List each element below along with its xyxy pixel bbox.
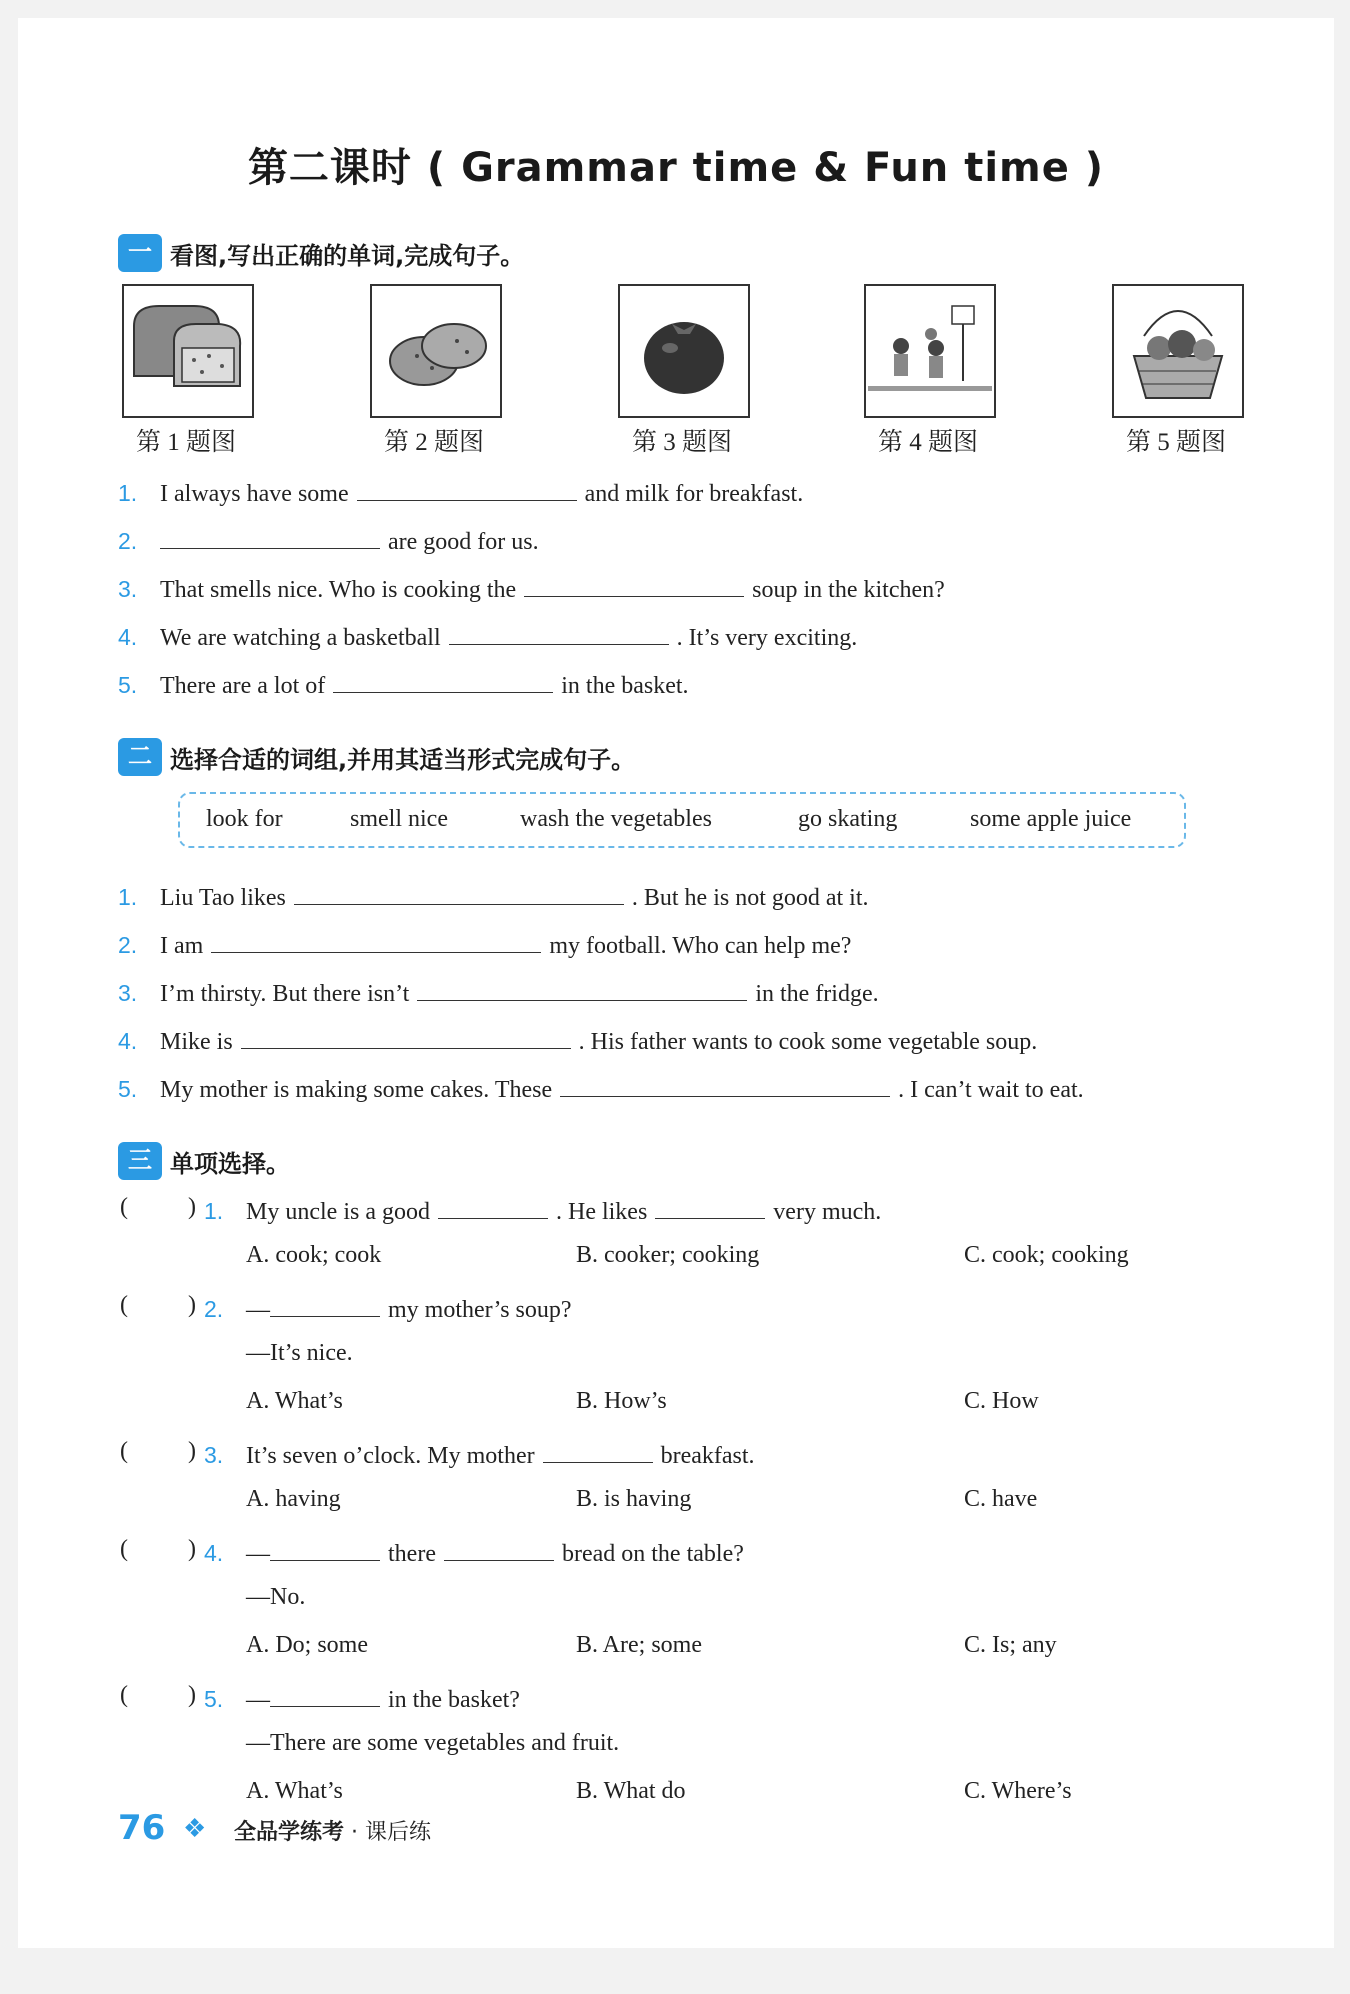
question-number: 5. (118, 1076, 138, 1102)
answer-blank[interactable] (270, 1292, 380, 1317)
question-text: and milk for breakfast. (584, 481, 804, 507)
answer-blank[interactable] (160, 524, 380, 549)
question-line (118, 1072, 1084, 1104)
answer-paren-open[interactable]: ( (120, 1682, 128, 1708)
question-line (118, 524, 539, 556)
question-number: 3. (118, 980, 138, 1006)
answer-blank[interactable] (560, 1072, 890, 1097)
page-number: 76 (118, 1808, 166, 1848)
answer-paren-open[interactable]: ( (120, 1194, 128, 1220)
answer-blank[interactable] (655, 1194, 765, 1219)
potatoes-icon (370, 284, 502, 418)
question-line (118, 928, 851, 960)
answer-blank[interactable] (211, 928, 541, 953)
answer-paren-open[interactable]: ( (120, 1292, 128, 1318)
option-c[interactable]: C. cook; cooking (964, 1242, 1129, 1268)
vegetable-basket-icon (1112, 284, 1244, 418)
answer-paren-open[interactable]: ( (120, 1536, 128, 1562)
question-text: there (388, 1541, 436, 1567)
question-text: soup in the kitchen? (752, 577, 945, 603)
diamond-icon: ❖ (183, 1814, 207, 1843)
option-a[interactable]: A. What’s (246, 1778, 343, 1804)
question-line (118, 620, 857, 652)
section-2-badge: 二 (118, 738, 162, 776)
question-text: . But he is not good at it. (631, 885, 869, 911)
question-number: 5. (204, 1686, 224, 1712)
dialogue-reply: —It’s nice. (246, 1340, 353, 1366)
answer-blank[interactable] (543, 1438, 653, 1463)
mc-question (204, 1536, 744, 1568)
answer-paren-close[interactable]: ) (188, 1292, 196, 1318)
question-text: breakfast. (660, 1443, 755, 1469)
answer-paren-close[interactable]: ) (188, 1194, 196, 1220)
question-text: . It’s very exciting. (676, 625, 858, 651)
option-c[interactable]: C. Is; any (964, 1632, 1057, 1658)
picture-caption: 第 1 题图 (135, 429, 236, 456)
question-text: very much. (773, 1199, 882, 1225)
section-2-header (118, 738, 635, 776)
picture-caption: 第 2 题图 (383, 429, 484, 456)
question-text: . His father wants to cook some vegetable soup. (578, 1029, 1038, 1055)
question-number: 2. (118, 528, 138, 554)
picture-caption: 第 5 题图 (1125, 429, 1226, 456)
brand-name: 全品学练考 (234, 1820, 345, 1845)
section-1-header (118, 234, 524, 272)
word-bank-item: go skating (798, 806, 898, 832)
answer-paren-close[interactable]: ) (188, 1682, 196, 1708)
question-text: Mike is (160, 1029, 233, 1055)
option-b[interactable]: B. Are; some (576, 1632, 702, 1658)
answer-blank[interactable] (270, 1682, 380, 1707)
section-3-badge: 三 (118, 1142, 162, 1180)
question-text: My mother is making some cakes. These (160, 1077, 553, 1103)
mc-question (204, 1438, 755, 1470)
question-text: — (246, 1297, 270, 1323)
question-number: 3. (118, 576, 138, 602)
question-number: 1. (118, 884, 138, 910)
answer-blank[interactable] (241, 1024, 571, 1049)
answer-blank[interactable] (438, 1194, 548, 1219)
brand-subtitle: · 课后练 (344, 1820, 431, 1845)
answer-blank[interactable] (333, 668, 553, 693)
question-number: 3. (204, 1442, 224, 1468)
option-b[interactable]: B. cooker; cooking (576, 1242, 760, 1268)
question-text: I’m thirsty. But there isn’t (160, 981, 410, 1007)
option-a[interactable]: A. Do; some (246, 1632, 368, 1658)
question-number: 4. (204, 1540, 224, 1566)
answer-paren-open[interactable]: ( (120, 1438, 128, 1464)
answer-paren-close[interactable]: ) (188, 1438, 196, 1464)
word-bank-item: look for (206, 806, 283, 832)
option-b[interactable]: B. How’s (576, 1388, 667, 1414)
section-3-header (118, 1142, 290, 1180)
question-line (118, 476, 803, 508)
answer-paren-close[interactable]: ) (188, 1536, 196, 1562)
answer-blank[interactable] (357, 476, 577, 501)
word-bank-item: some apple juice (970, 806, 1132, 832)
question-number: 4. (118, 1028, 138, 1054)
option-b[interactable]: B. What do (576, 1778, 686, 1804)
question-text: I am (160, 933, 204, 959)
option-c[interactable]: C. have (964, 1486, 1038, 1512)
option-b[interactable]: B. is having (576, 1486, 692, 1512)
question-text: . He likes (555, 1199, 648, 1225)
answer-blank[interactable] (417, 976, 747, 1001)
word-bank-item: smell nice (350, 806, 448, 832)
dialogue-reply: —There are some vegetables and fruit. (246, 1730, 620, 1756)
dialogue-reply: —No. (246, 1584, 306, 1610)
option-c[interactable]: C. How (964, 1388, 1039, 1414)
question-text: There are a lot of (160, 673, 326, 699)
section-3-heading: 单项选择。 (170, 1149, 290, 1178)
question-text: — (246, 1541, 270, 1567)
tomato-icon (618, 284, 750, 418)
word-bank-item: wash the vegetables (520, 806, 712, 832)
question-text: in the fridge. (755, 981, 879, 1007)
answer-blank[interactable] (449, 620, 669, 645)
question-text: My uncle is a good (246, 1199, 430, 1225)
bread-icon (122, 284, 254, 418)
question-line (118, 572, 945, 604)
question-text: in the basket. (561, 673, 689, 699)
question-text: are good for us. (388, 529, 539, 555)
question-text: That smells nice. Who is cooking the (160, 577, 517, 603)
mc-question (204, 1292, 572, 1324)
question-number: 4. (118, 624, 138, 650)
basketball-game-icon (864, 284, 996, 418)
section-2-heading: 选择合适的词组,并用其适当形式完成句子。 (170, 745, 636, 774)
question-number: 1. (204, 1198, 224, 1224)
worksheet-page (18, 18, 1334, 1948)
question-line (118, 1024, 1037, 1056)
picture-caption: 第 3 题图 (631, 429, 732, 456)
question-text: — (246, 1687, 270, 1713)
answer-blank[interactable] (444, 1536, 554, 1561)
option-c[interactable]: C. Where’s (964, 1778, 1072, 1804)
question-number: 5. (118, 672, 138, 698)
question-text: I always have some (160, 481, 349, 507)
word-bank (178, 792, 1186, 848)
mc-question (204, 1682, 520, 1714)
question-text: my football. Who can help me? (549, 933, 852, 959)
section-1-heading: 看图,写出正确的单词,完成句子。 (170, 241, 525, 270)
question-text: Liu Tao likes (160, 885, 286, 911)
question-text: . I can’t wait to eat. (898, 1077, 1084, 1103)
question-text: my mother’s soup? (388, 1297, 572, 1323)
picture-caption: 第 4 题图 (877, 429, 978, 456)
answer-blank[interactable] (270, 1536, 380, 1561)
footer-brand (234, 1815, 431, 1846)
question-number: 2. (204, 1296, 224, 1322)
question-number: 2. (118, 932, 138, 958)
page-title: 第二课时 ( Grammar time & Fun time ) (247, 145, 1105, 191)
question-text: It’s seven o’clock. My mother (246, 1443, 535, 1469)
question-text: bread on the table? (561, 1541, 744, 1567)
question-text: We are watching a basketball (160, 625, 441, 651)
answer-blank[interactable] (294, 880, 624, 905)
question-number: 1. (118, 480, 138, 506)
question-line (118, 976, 879, 1008)
option-a[interactable]: A. having (246, 1486, 341, 1512)
question-line (118, 880, 869, 912)
question-text: in the basket? (388, 1687, 520, 1713)
option-a[interactable]: A. cook; cook (246, 1242, 382, 1268)
question-line (118, 668, 689, 700)
option-a[interactable]: A. What’s (246, 1388, 343, 1414)
section-1-badge: 一 (118, 234, 162, 272)
mc-question (204, 1194, 881, 1226)
answer-blank[interactable] (524, 572, 744, 597)
